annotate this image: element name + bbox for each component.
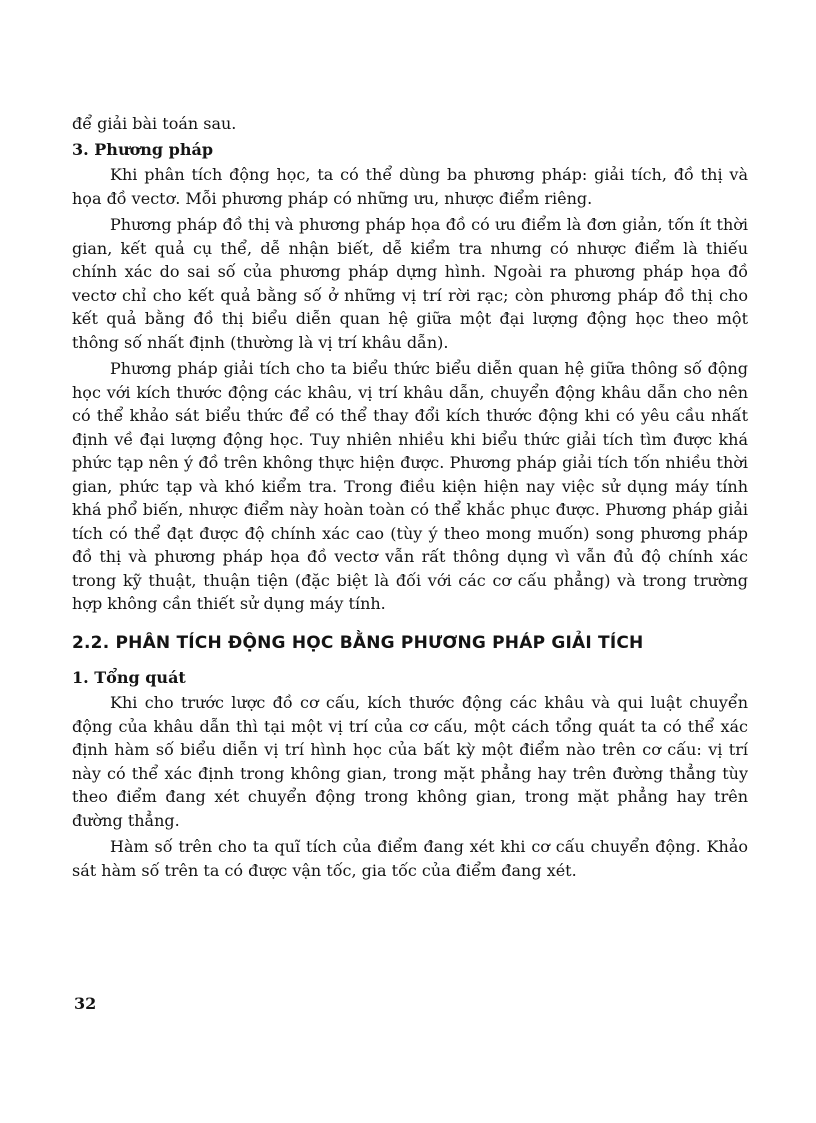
page-body [72,112,748,885]
paragraph: Khi cho trước lược đồ cơ cấu, kích thước động các khâu và qui luật chuyển động của khâu dẫn thì tại một vị trí của cơ cấu, một cách tổng quát ta có thể xác định hàm số biểu diễn vị trí hình học của bất kỳ một điểm nào trên cơ cấu: vị trí này có thể xác định trong không gian, trong mặt phẳng hay trên đường thẳng tùy theo điểm đang xét chuyển động trong không gian, trong mặt phẳng hay trên đường thẳng. [72,693,748,830]
section-heading-analytic: 2.2. PHÂN TÍCH ĐỘNG HỌC BẰNG PHƯƠNG PHÁP GIẢI TÍCH [72,632,644,653]
page-number: 32 [74,994,97,1013]
paragraph: Khi phân tích động học, ta có thể dùng ba phương pháp: giải tích, đồ thị và họa đồ vectơ. Mỗi phương pháp có những ưu, nhược điểm riêng. [72,165,748,208]
section-heading-overview: 1. Tổng quát [72,667,186,687]
lead-text: để giải bài toán sau. [72,114,237,133]
paragraph: Phương pháp đồ thị và phương pháp họa đồ có ưu điểm là đơn giản, tốn ít thời gian, kết quả cụ thể, dễ nhận biết, dễ kiểm tra nhưng có nhược điểm là thiếu chính xác do sai số của phương pháp dựng hình. Ngoài ra phương pháp họa đồ vectơ chỉ cho kết quả bằng số ở những vị trí rời rạc; còn phương pháp đồ thị cho kết quả bằng đồ thị biểu diễn quan hệ giữa một đại lượng động học theo một thông số nhất định (thường là vị trí khâu dẫn). [72,215,748,352]
paragraph: Hàm số trên cho ta quĩ tích của điểm đang xét khi cơ cấu chuyển động. Khảo sát hàm số trên ta có được vận tốc, gia tốc của điểm đang xét. [72,837,748,880]
paragraph: Phương pháp giải tích cho ta biểu thức biểu diễn quan hệ giữa thông số động học với kích thước động các khâu, vị trí khâu dẫn, chuyển động khâu dẫn cho nên có thể khảo sát biểu thức để có thể thay đổi kích thước động khi có yêu cầu nhất định về đại lượng động học. Tuy nhiên nhiều khi biểu thức giải tích tìm được khá phức tạp nên ý đồ trên không thực hiện được. Phương pháp giải tích tốn nhiều thời gian, phức tạp và khó kiểm tra. Trong điều kiện hiện nay việc sử dụng máy tính khá phổ biến, nhược điểm này hoàn toàn có thể khắc phục được. Phương pháp giải tích có thể đạt được độ chính xác cao (tùy ý theo mong muốn) song phương pháp đồ thị và phương pháp họa đồ vectơ vẫn rất thông dụng vì vẫn đủ độ chính xác trong kỹ thuật, thuận tiện (đặc biệt là đối với các cơ cấu phẳng) và trong trường hợp không cần thiết sử dụng máy tính. [72,359,748,613]
section-heading-method: 3. Phương pháp [72,139,214,159]
